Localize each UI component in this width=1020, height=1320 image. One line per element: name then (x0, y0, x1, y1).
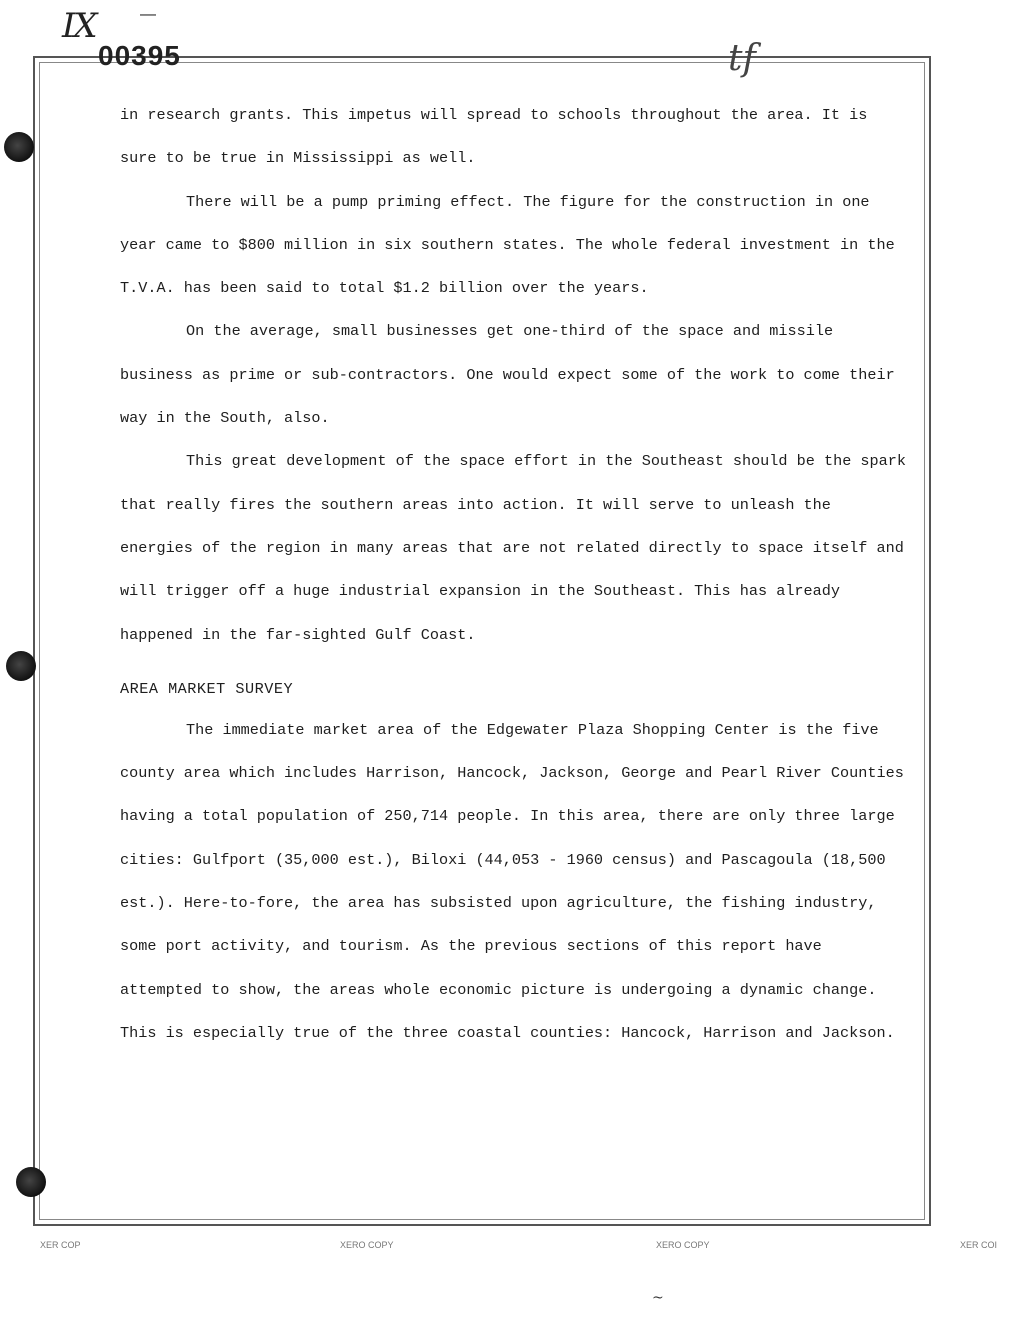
paragraph-3: On the average, small businesses get one-third of the space and missile business as prime or sub-contractors. One would expect some of the work to come their way in the South, also. (120, 322, 895, 428)
roman-numeral-mark: IX (62, 6, 96, 46)
xerox-stamp: XER COI (960, 1240, 998, 1250)
paragraph-2: There will be a pump priming effect. The figure for the construction in one year came to $800 million in six southern states. The whole federal investment in the T.V.A. has been said to total $1.2 billion over the years. (120, 192, 895, 298)
handwritten-initials: tf (728, 38, 756, 79)
paragraph-4: This great development of the space effort in the Southeast should be the spark that really fires the southern areas into action. It will serve to unleash the energies of the region in many areas that are not related directly to space itself and will trigger off a huge industrial expansion in the Southeast. This has already happened in the far-sighted Gulf Coast. (120, 452, 907, 644)
section-heading: AREA MARKET SURVEY (120, 679, 294, 698)
pen-dash-mark: — (140, 6, 156, 23)
footer-scribble-mark: ~ (652, 1290, 664, 1306)
section-paragraph: The immediate market area of the Edgewater Plaza Shopping Center is the five county area which includes Harrison, Hancock, Jackson, George and Pearl River Counties having a total population of 250,714 people. In this area, there are only three large cities: Gulfport (35,000 est.), Biloxi (44,053 - 1960 census) and Pascagoula (18,500 est.). Here-to-fore, the area has subsisted upon agriculture, the fishing industry, some port activity, and tourism. As the previous sections of this report have attempted to show, the areas whole economic picture is undergoing a dynamic change. This is especially true of the three coastal counties: Hancock, Harrison and Jackson. (120, 720, 904, 1042)
xerox-stamp: XERO COPY (340, 1240, 394, 1250)
punch-hole-icon (6, 651, 36, 681)
xerox-stamp: XER COP (40, 1240, 81, 1250)
body-text (120, 94, 910, 1055)
paragraph-1: in research grants. This impetus will spread to schools throughout the area. It is sure to be true in Mississippi as well. (120, 106, 868, 168)
document-number: 00395 (98, 40, 181, 71)
punch-hole-icon (4, 132, 34, 162)
xerox-stamp: XERO COPY (656, 1240, 710, 1250)
punch-hole-icon (16, 1167, 46, 1197)
